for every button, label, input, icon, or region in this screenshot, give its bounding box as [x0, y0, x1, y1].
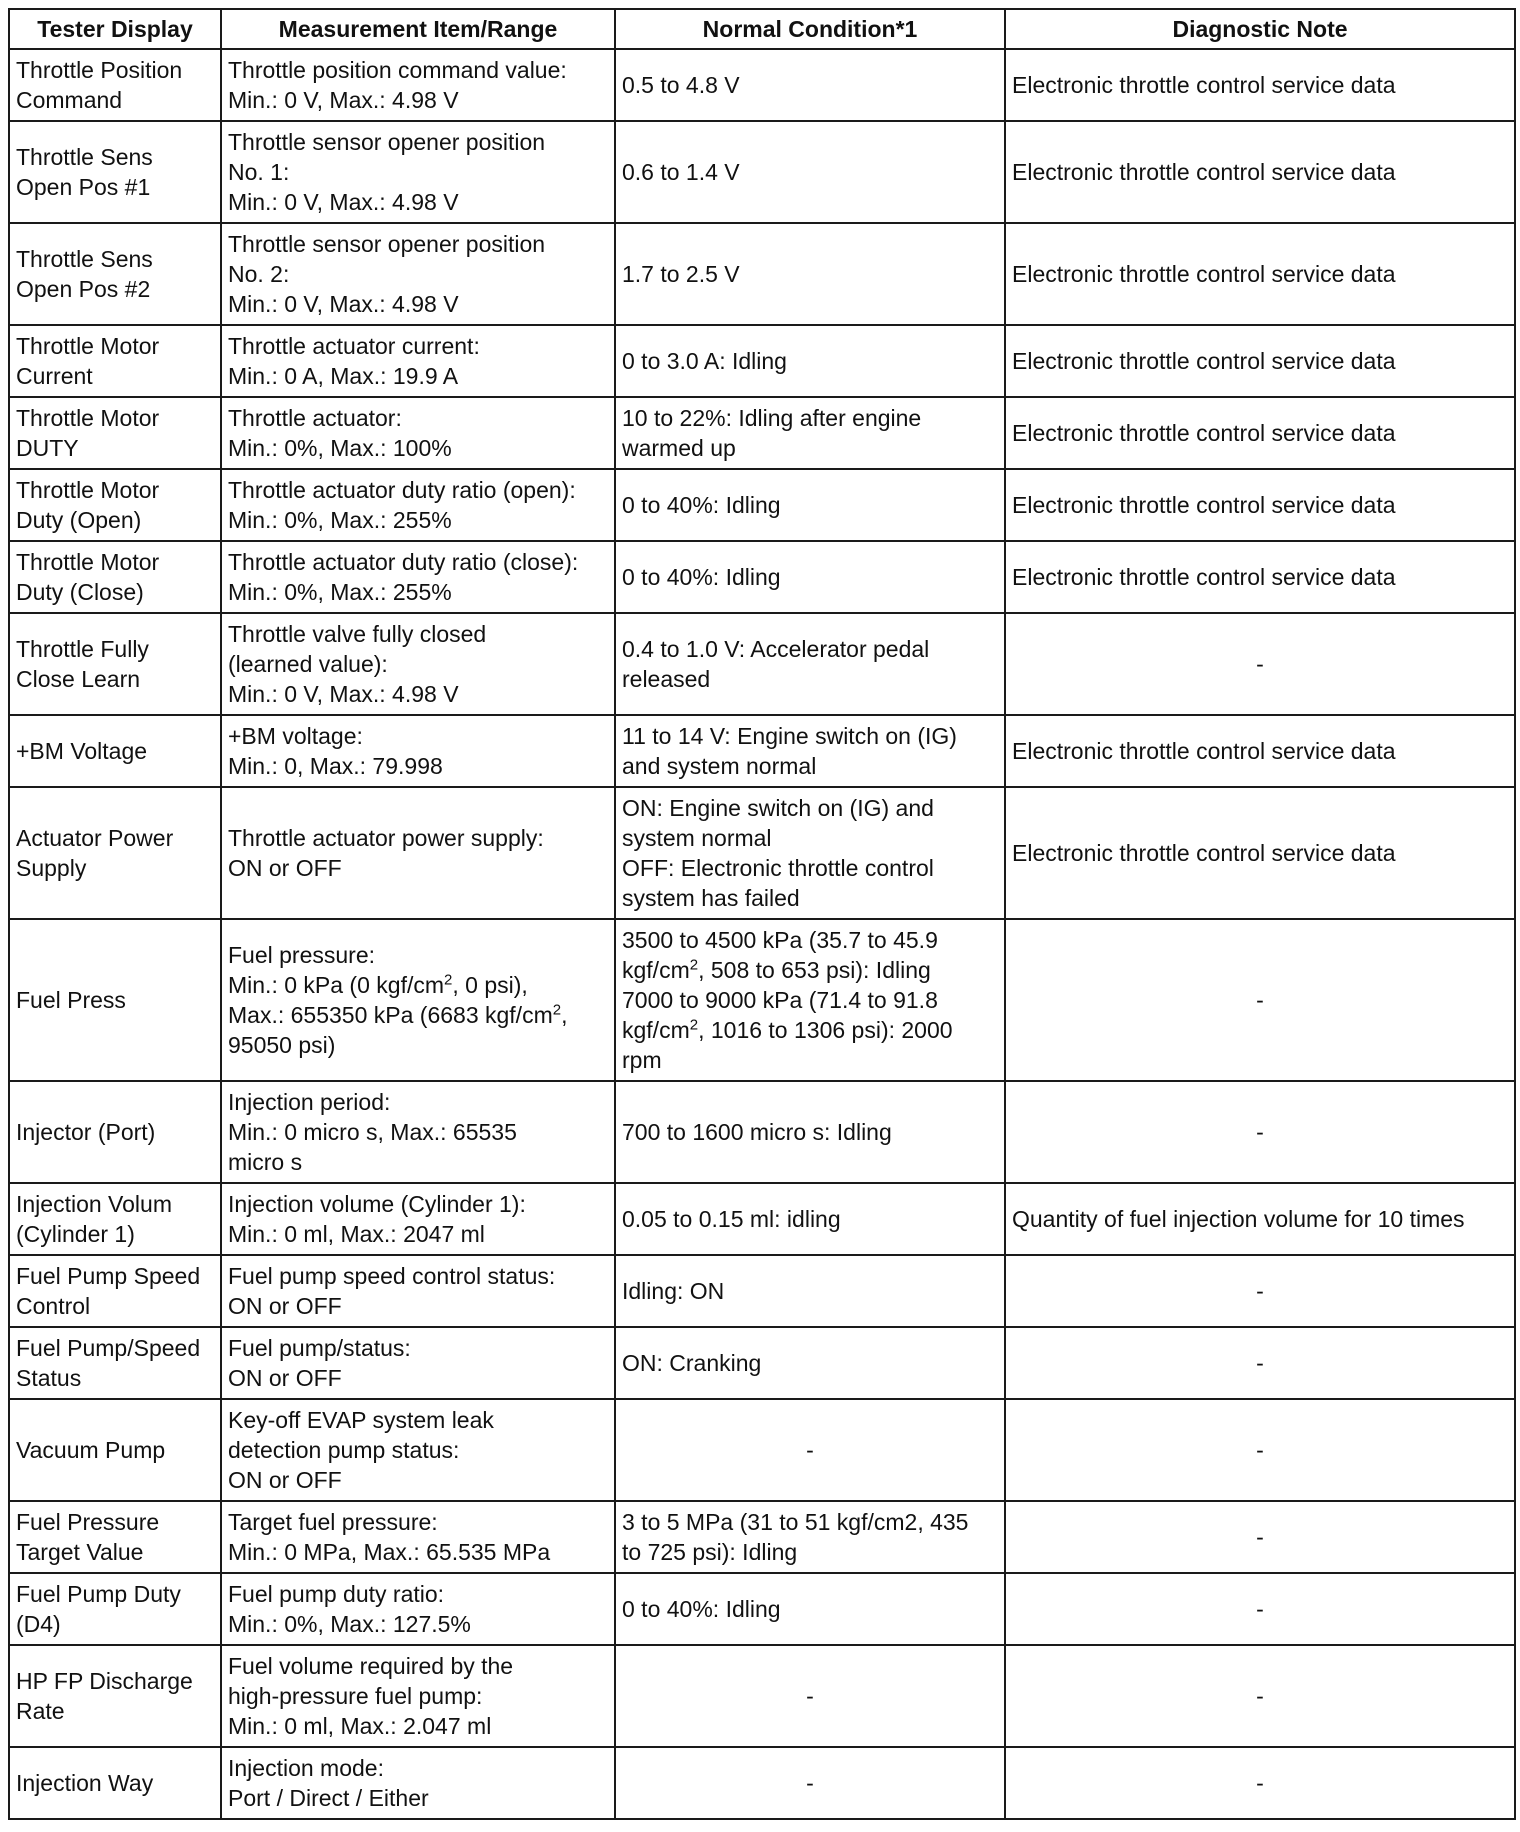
- cell-diagnostic-note: -: [1005, 1501, 1515, 1573]
- cell-measurement: Throttle sensor opener position No. 1: Min.: 0 V, Max.: 4.98 V: [221, 121, 615, 223]
- cell-normal-condition: 0.6 to 1.4 V: [615, 121, 1005, 223]
- table-row: [9, 541, 1515, 613]
- cell-tester-display: +BM Voltage: [9, 715, 221, 787]
- cell-diagnostic-note: Electronic throttle control service data: [1005, 223, 1515, 325]
- cell-normal-condition: ON: Cranking: [615, 1327, 1005, 1399]
- header-diagnostic-note: Diagnostic Note: [1005, 9, 1515, 49]
- cell-measurement: Key-off EVAP system leak detection pump status: ON or OFF: [221, 1399, 615, 1501]
- cell-measurement: +BM voltage: Min.: 0, Max.: 79.998: [221, 715, 615, 787]
- cell-tester-display: Throttle Position Command: [9, 49, 221, 121]
- cell-tester-display: Throttle Motor DUTY: [9, 397, 221, 469]
- cell-normal-condition: -: [615, 1645, 1005, 1747]
- cell-measurement: Throttle actuator power supply: ON or OFF: [221, 787, 615, 919]
- table-row: [9, 1399, 1515, 1501]
- cell-normal-condition: 10 to 22%: Idling after engine warmed up: [615, 397, 1005, 469]
- cell-diagnostic-note: Electronic throttle control service data: [1005, 469, 1515, 541]
- header-normal-condition: Normal Condition*1: [615, 9, 1005, 49]
- cell-normal-condition: Idling: ON: [615, 1255, 1005, 1327]
- cell-diagnostic-note: Electronic throttle control service data: [1005, 715, 1515, 787]
- cell-tester-display: Throttle Motor Duty (Open): [9, 469, 221, 541]
- cell-normal-condition: 0.05 to 0.15 ml: idling: [615, 1183, 1005, 1255]
- cell-tester-display: Injection Volum (Cylinder 1): [9, 1183, 221, 1255]
- table-row: [9, 715, 1515, 787]
- cell-measurement: Injection mode: Port / Direct / Either: [221, 1747, 615, 1819]
- cell-tester-display: Vacuum Pump: [9, 1399, 221, 1501]
- table-row: [9, 121, 1515, 223]
- header-tester-display: Tester Display: [9, 9, 221, 49]
- table-row: [9, 613, 1515, 715]
- table-row: [9, 1501, 1515, 1573]
- superscript-two: 2: [689, 956, 699, 974]
- table-row: [9, 787, 1515, 919]
- cell-diagnostic-note: -: [1005, 613, 1515, 715]
- cell-normal-condition: 11 to 14 V: Engine switch on (IG) and system normal: [615, 715, 1005, 787]
- cell-diagnostic-note: Electronic throttle control service data: [1005, 325, 1515, 397]
- cell-normal-condition: 700 to 1600 micro s: Idling: [615, 1081, 1005, 1183]
- cell-measurement: Throttle actuator current: Min.: 0 A, Max.: 19.9 A: [221, 325, 615, 397]
- cell-measurement: Throttle valve fully closed (learned value): Min.: 0 V, Max.: 4.98 V: [221, 613, 615, 715]
- table-row: [9, 223, 1515, 325]
- table-row: [9, 1573, 1515, 1645]
- cell-tester-display: Actuator Power Supply: [9, 787, 221, 919]
- cell-measurement: Throttle position command value: Min.: 0 V, Max.: 4.98 V: [221, 49, 615, 121]
- cell-tester-display: Fuel Pump Speed Control: [9, 1255, 221, 1327]
- cell-diagnostic-note: Electronic throttle control service data: [1005, 787, 1515, 919]
- cell-normal-condition: 0.4 to 1.0 V: Accelerator pedal released: [615, 613, 1005, 715]
- cell-measurement: Fuel pump speed control status: ON or OFF: [221, 1255, 615, 1327]
- cell-diagnostic-note: -: [1005, 919, 1515, 1081]
- cell-diagnostic-note: -: [1005, 1645, 1515, 1747]
- cell-tester-display: Fuel Pump Duty (D4): [9, 1573, 221, 1645]
- cell-tester-display: Fuel Pressure Target Value: [9, 1501, 221, 1573]
- table-row: [9, 469, 1515, 541]
- superscript-two: 2: [444, 971, 453, 989]
- cell-tester-display: HP FP Discharge Rate: [9, 1645, 221, 1747]
- cell-tester-display: Injection Way: [9, 1747, 221, 1819]
- cell-tester-display: Fuel Pump/Speed Status: [9, 1327, 221, 1399]
- cell-measurement: Throttle actuator duty ratio (close): Min.: 0%, Max.: 255%: [221, 541, 615, 613]
- cell-tester-display: Throttle Motor Current: [9, 325, 221, 397]
- cell-normal-condition: -: [615, 1399, 1005, 1501]
- cell-normal-condition: 3 to 5 MPa (31 to 51 kgf/cm2, 435 to 725 psi): Idling: [615, 1501, 1005, 1573]
- header-measurement: Measurement Item/Range: [221, 9, 615, 49]
- table-row: [9, 1645, 1515, 1747]
- cell-measurement: Throttle actuator: Min.: 0%, Max.: 100%: [221, 397, 615, 469]
- cell-tester-display: Throttle Sens Open Pos #1: [9, 121, 221, 223]
- cell-normal-condition: ON: Engine switch on (IG) and system normal OFF: Electronic throttle control system has failed: [615, 787, 1005, 919]
- table-row: [9, 1183, 1515, 1255]
- cell-measurement: Injection period: Min.: 0 micro s, Max.: 65535 micro s: [221, 1081, 615, 1183]
- table-row: [9, 1747, 1515, 1819]
- cell-diagnostic-note: -: [1005, 1081, 1515, 1183]
- cell-diagnostic-note: -: [1005, 1747, 1515, 1819]
- cell-normal-condition: 0 to 3.0 A: Idling: [615, 325, 1005, 397]
- cell-diagnostic-note: -: [1005, 1327, 1515, 1399]
- cell-measurement: Target fuel pressure: Min.: 0 MPa, Max.: 65.535 MPa: [221, 1501, 615, 1573]
- cell-measurement: Throttle sensor opener position No. 2: Min.: 0 V, Max.: 4.98 V: [221, 223, 615, 325]
- cell-normal-condition: 0.5 to 4.8 V: [615, 49, 1005, 121]
- cell-tester-display: Injector (Port): [9, 1081, 221, 1183]
- cell-normal-condition: 1.7 to 2.5 V: [615, 223, 1005, 325]
- cell-diagnostic-note: Electronic throttle control service data: [1005, 121, 1515, 223]
- cell-normal-condition: -: [615, 1747, 1005, 1819]
- cell-measurement: Fuel pressure: Min.: 0 kPa (0 kgf/$cm^2$, 0 psi), Max.: 655350 kPa (6683 kgf/$cm^2$, 95050 psi): [221, 919, 615, 1081]
- cell-diagnostic-note: -: [1005, 1255, 1515, 1327]
- table-row: [9, 1255, 1515, 1327]
- cell-measurement: Fuel pump duty ratio: Min.: 0%, Max.: 127.5%: [221, 1573, 615, 1645]
- table-row: [9, 919, 1515, 1081]
- cell-measurement: Fuel pump/status: ON or OFF: [221, 1327, 615, 1399]
- table-row: [9, 397, 1515, 469]
- cell-diagnostic-note: Electronic throttle control service data: [1005, 49, 1515, 121]
- cell-normal-condition: 0 to 40%: Idling: [615, 469, 1005, 541]
- cell-diagnostic-note: Electronic throttle control service data: [1005, 541, 1515, 613]
- cell-tester-display: Throttle Fully Close Learn: [9, 613, 221, 715]
- cell-normal-condition: 0 to 40%: Idling: [615, 541, 1005, 613]
- cell-diagnostic-note: -: [1005, 1399, 1515, 1501]
- cell-tester-display: Throttle Sens Open Pos #2: [9, 223, 221, 325]
- cell-tester-display: Fuel Press: [9, 919, 221, 1081]
- table-row: [9, 49, 1515, 121]
- cell-diagnostic-note: -: [1005, 1573, 1515, 1645]
- table-row: [9, 325, 1515, 397]
- cell-diagnostic-note: Electronic throttle control service data: [1005, 397, 1515, 469]
- cell-normal-condition: 3500 to 4500 kPa (35.7 to 45.9 kgf/$cm^2$, 508 to 653 psi): Idling 7000 to 9000 kPa (71.4 to 91.8 kgf/$cm^2$, 1016 to 1306 psi): 2000 rpm: [615, 919, 1005, 1081]
- cell-diagnostic-note: Quantity of fuel injection volume for 10 times: [1005, 1183, 1515, 1255]
- table-row: [9, 1081, 1515, 1183]
- table-row: [9, 1327, 1515, 1399]
- superscript-two: 2: [552, 1001, 562, 1019]
- cell-normal-condition: 0 to 40%: Idling: [615, 1573, 1005, 1645]
- table-body: [9, 49, 1515, 1819]
- superscript-two: 2: [689, 1016, 699, 1034]
- cell-measurement: Throttle actuator duty ratio (open): Min.: 0%, Max.: 255%: [221, 469, 615, 541]
- cell-measurement: Fuel volume required by the high-pressure fuel pump: Min.: 0 ml, Max.: 2.047 ml: [221, 1645, 615, 1747]
- header-row: [9, 9, 1515, 49]
- cell-measurement: Injection volume (Cylinder 1): Min.: 0 ml, Max.: 2047 ml: [221, 1183, 615, 1255]
- data-list-table: [8, 8, 1516, 1820]
- cell-tester-display: Throttle Motor Duty (Close): [9, 541, 221, 613]
